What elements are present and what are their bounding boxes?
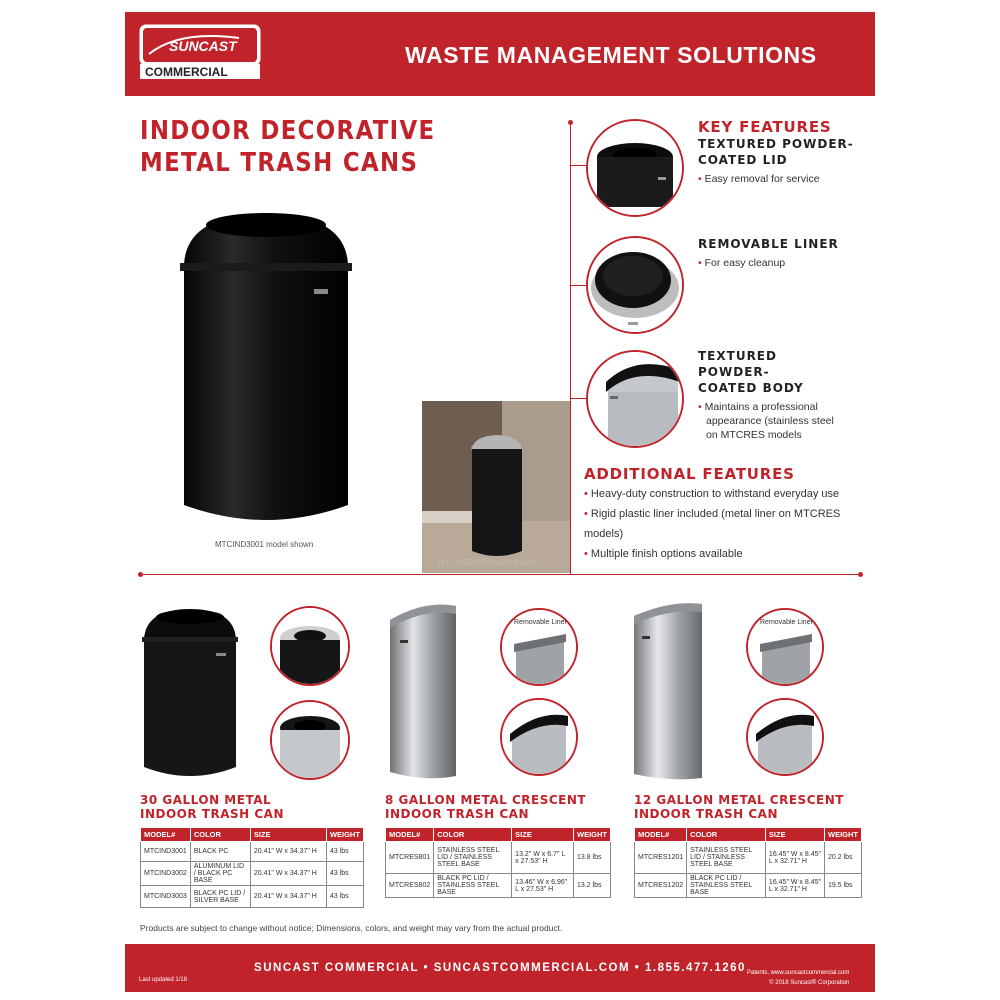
product-12gal-image (630, 600, 710, 782)
cell-color: BLACK PC (190, 842, 250, 862)
connector-line (571, 285, 587, 286)
lid-detail-image (586, 119, 684, 217)
cell-model: MTCRES1201 (635, 842, 687, 874)
col-header: COLOR (687, 828, 766, 842)
cell-color: BLACK PC LID / STAINLESS STEEL BASE (687, 874, 766, 898)
product-12gal-liner-label: Removable Liner (760, 619, 813, 626)
product-8gal-heading (385, 793, 586, 821)
body-detail-image (586, 350, 684, 448)
horizontal-divider (140, 574, 862, 575)
suncast-commercial-logo (139, 24, 261, 80)
disclaimer: Products are subject to change without notice; Dimensions, colors, and weight may vary from the actual product. (140, 923, 563, 933)
connector-line (571, 165, 587, 166)
footer-legal (747, 968, 849, 988)
cell-size: 13.2" W x 6.7" L x 27.53" H (512, 842, 574, 874)
col-header: WEIGHT (824, 828, 861, 842)
cell-color: BLACK PC LID / SILVER BASE (190, 886, 250, 908)
vertical-divider (570, 122, 571, 574)
cell-size: 20.41" W x 34.37" H (250, 886, 326, 908)
product-8gal-heading-line1: 8 GALLON METAL CRESCENT (385, 793, 587, 807)
product-30gal-silver-base-image (270, 700, 350, 780)
cell-color: STAINLESS STEEL LID / STAINLESS STEEL BASE (434, 842, 512, 874)
col-header: COLOR (434, 828, 512, 842)
col-header: MODEL# (635, 828, 687, 842)
cell-size: 13.46" W x 6.96" L x 27.53" H (512, 874, 574, 898)
cell-model: MTCIND3003 (141, 886, 191, 908)
logo-suncast-text: SUNCAST (169, 38, 237, 54)
cell-weight: 13.2 lbs (573, 874, 610, 898)
cell-weight: 43 lbs (326, 862, 363, 886)
cell-model: MTCRES1202 (635, 874, 687, 898)
product-8gal-heading-line2: INDOOR TRASH CAN (385, 807, 530, 821)
hero-caption: MTCIND3001 model shown (215, 540, 314, 549)
header-banner (125, 12, 875, 96)
page-title-line1: INDOOR DECORATIVE (140, 116, 436, 146)
table-row (141, 886, 364, 908)
table-header-row (635, 828, 862, 842)
key-features-heading: KEY FEATURES (698, 118, 832, 136)
feature-liner-title: REMOVABLE LINER (698, 237, 839, 251)
cell-model: MTCIND3001 (141, 842, 191, 862)
feature-body-title-line1: TEXTURED POWDER- (698, 349, 777, 379)
product-8gal-black-lid-image (500, 698, 578, 776)
product-30gal-spec-table (140, 827, 364, 908)
feature-lid (698, 136, 868, 186)
banner-title: WASTE MANAGEMENT SOLUTIONS (405, 42, 817, 68)
table-row (386, 842, 611, 874)
feature-lid-bullet: • Easy removal for service (698, 172, 868, 186)
product-30gal-heading-line1: 30 GALLON METAL (140, 793, 272, 807)
col-header: SIZE (512, 828, 574, 842)
feature-body-bullet: • Maintains a professional appearance (stainless steel on MTCRES models (698, 400, 843, 442)
page-title-line2: METAL TRASH CANS (140, 148, 419, 178)
additional-features-list (584, 484, 874, 564)
hero-trash-can-image (176, 205, 356, 535)
col-header: MODEL# (141, 828, 191, 842)
divider-dot (568, 120, 573, 125)
table-row (386, 874, 611, 898)
page-title (140, 115, 474, 179)
logo-commercial-text: COMMERCIAL (145, 65, 228, 79)
cell-weight: 43 lbs (326, 842, 363, 862)
cell-model: MTCRES802 (386, 874, 434, 898)
cell-weight: 19.5 lbs (824, 874, 861, 898)
additional-feature-item: • Multiple finish options available (584, 544, 874, 564)
cell-color: ALUMINUM LID / BLACK PC BASE (190, 862, 250, 886)
product-8gal-liner-label: Removable Liner (514, 619, 567, 626)
product-12gal-heading (634, 793, 844, 821)
product-8gal-image (384, 600, 464, 782)
footer-copyright: © 2018 Suncast® Corporation (769, 980, 850, 986)
product-12gal-heading-line1: 12 GALLON METAL CRESCENT (634, 793, 844, 807)
feature-body (698, 348, 843, 442)
table-row (141, 842, 364, 862)
cell-model: MTCRES801 (386, 842, 434, 874)
divider-dot-left (138, 572, 143, 577)
feature-body-title-line2: COATED BODY (698, 381, 804, 395)
additional-features-heading: ADDITIONAL FEATURES (584, 465, 795, 483)
product-30gal-heading-line2: INDOOR TRASH CAN (140, 807, 285, 821)
product-30gal-heading (140, 793, 284, 821)
col-header: SIZE (765, 828, 824, 842)
cell-size: 20.41" W x 34.37" H (250, 862, 326, 886)
col-header: COLOR (190, 828, 250, 842)
scene-caption: MTCIND3002 model shown (438, 558, 537, 567)
footer-last-updated: Last updated 1/18 (139, 977, 188, 983)
col-header: MODEL# (386, 828, 434, 842)
table-row (635, 842, 862, 874)
col-header: WEIGHT (573, 828, 610, 842)
cell-weight: 20.2 lbs (824, 842, 861, 874)
col-header: SIZE (250, 828, 326, 842)
cell-size: 20.41" W x 34.37" H (250, 842, 326, 862)
feature-liner (698, 236, 868, 270)
col-header: WEIGHT (326, 828, 363, 842)
additional-feature-item: • Heavy-duty construction to withstand everyday use (584, 484, 874, 504)
footer-contact: SUNCAST COMMERCIAL • SUNCASTCOMMERCIAL.COM • 1.855.477.1260 (254, 962, 746, 974)
product-30gal-image (140, 607, 240, 782)
feature-lid-title-line2: COATED LID (698, 153, 788, 167)
footer-banner (125, 944, 875, 992)
feature-liner-bullet: • For easy cleanup (698, 256, 868, 270)
table-header-row (386, 828, 611, 842)
cell-model: MTCIND3002 (141, 862, 191, 886)
additional-feature-item: • Rigid plastic liner included (metal liner on MTCRES models) (584, 504, 874, 544)
liner-detail-image (586, 236, 684, 334)
divider-dot-right (858, 572, 863, 577)
feature-lid-title-line1: TEXTURED POWDER- (698, 137, 854, 151)
product-30gal-aluminum-lid-image (270, 606, 350, 686)
footer-patents: Patents, www.suncastcommercial.com (747, 970, 850, 976)
table-row (141, 862, 364, 886)
connector-line (571, 398, 587, 399)
table-header-row (141, 828, 364, 842)
cell-color: BLACK PC LID / STAINLESS STEEL BASE (434, 874, 512, 898)
table-row (635, 874, 862, 898)
cell-size: 16.45" W x 8.45" L x 32.71" H (765, 874, 824, 898)
product-12gal-black-lid-image (746, 698, 824, 776)
scene-photo (422, 401, 570, 573)
product-12gal-spec-table (634, 827, 862, 898)
cell-weight: 43 lbs (326, 886, 363, 908)
product-8gal-spec-table (385, 827, 611, 898)
cell-weight: 13.8 lbs (573, 842, 610, 874)
cell-color: STAINLESS STEEL LID / STAINLESS STEEL BASE (687, 842, 766, 874)
cell-size: 16.45" W x 8.45" L x 32.71" H (765, 842, 824, 874)
product-12gal-heading-line2: INDOOR TRASH CAN (634, 807, 779, 821)
